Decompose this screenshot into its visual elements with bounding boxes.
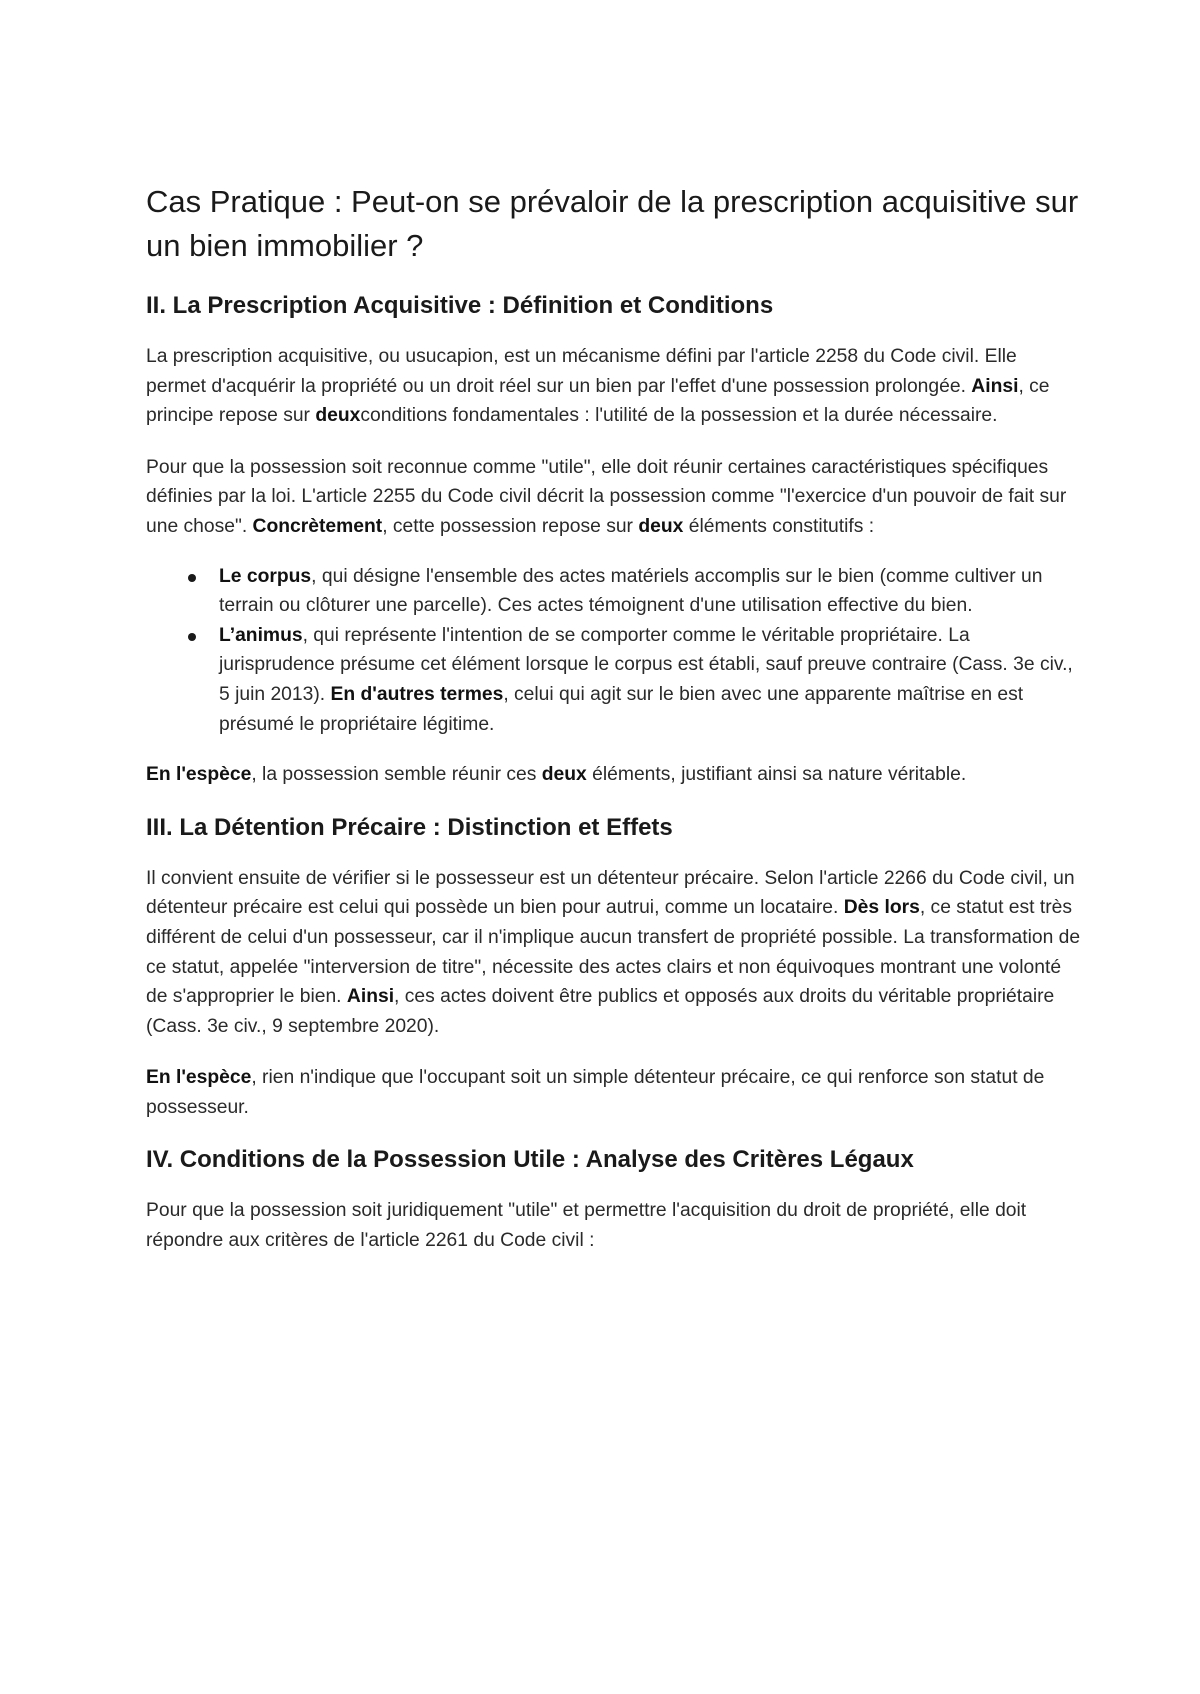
section-2-paragraph-3 — [146, 760, 1081, 790]
text-span: , qui représente l'intention de se comporter comme le véritable propriétaire. La jurisprudence présume cet élément lorsque le corpus est établi, sauf preuve contraire (Cass. 3e civ., 5 juin 2013). — [219, 624, 1073, 705]
section-4-heading: IV. Conditions de la Possession Utile : Analyse des Critères Légaux — [146, 1146, 914, 1174]
bold-text: Ainsi — [346, 986, 395, 1008]
document-page — [146, 180, 1081, 1278]
text-span: , rien n'indique que l'occupant soit un simple détenteur précaire, ce qui renforce son statut de possesseur. — [146, 1067, 1045, 1118]
section-4-paragraph-1: Pour que la possession soit juridiquement "utile" et permettre l'acquisition du droit de propriété, elle doit répondre aux critères de l'article 2261 du Code civil : — [146, 1200, 1027, 1252]
text-span: éléments constitutifs : — [683, 515, 875, 537]
bold-text: En d'autres termes — [330, 683, 504, 705]
bold-text: En l'espèce — [146, 764, 252, 786]
bold-text: En l'espèce — [146, 1067, 252, 1089]
list-item-corpus — [146, 562, 1081, 621]
text-span: , ce principe repose sur — [146, 375, 1050, 427]
text-span: , ce statut est très différent de celui d'un possesseur, car il n'implique aucun transfert de propriété possible. La transformation de ce statut, appelée "interversion de titre", nécessite des actes clairs et non équivoques montrant une volonté de s'approprier le bien. — [146, 897, 1081, 1008]
section-3-heading: III. La Détention Précaire : Distinction et Effets — [146, 813, 673, 841]
section-2-paragraph-2 — [146, 453, 1081, 542]
bold-text: Dès lors — [843, 897, 920, 919]
list-item-animus — [146, 621, 1081, 739]
document-title: Cas Pratique : Peut-on se prévaloir de la prescription acquisitive sur un bien immobilier ? — [146, 184, 1079, 263]
section-3-paragraph-1 — [146, 864, 1081, 1042]
section-3-paragraph-2 — [146, 1063, 1081, 1122]
text-span: conditions fondamentales : l'utilité de la possession et la durée nécessaire. — [360, 405, 998, 427]
bullet-icon — [188, 574, 196, 582]
text-span: Il convient ensuite de vérifier si le possesseur est un détenteur précaire. Selon l'article 2266 du Code civil, un détenteur précaire est celui qui possède un bien pour autrui, comme un locataire. — [146, 867, 1075, 919]
bullet-icon — [188, 633, 196, 641]
bullet-list — [146, 562, 1081, 740]
bold-text: Le corpus — [219, 565, 312, 587]
text-span: , cette possession repose sur — [382, 515, 639, 537]
bold-text: L’animus — [219, 624, 303, 646]
bold-text: deux — [541, 764, 587, 786]
bold-text: deux — [638, 515, 684, 537]
section-2-paragraph-1 — [146, 342, 1081, 431]
text-span: , qui désigne l'ensemble des actes matériels accomplis sur le bien (comme cultiver un terrain ou clôturer une parcelle). Ces actes témoignent d'une utilisation effective du bien. — [219, 565, 1043, 617]
section-2-heading: II. La Prescription Acquisitive : Définition et Conditions — [146, 292, 774, 319]
text-span: , ces actes doivent être publics et opposés aux droits du véritable propriétaire (Cass. 3e civ., 9 septembre 2020). — [146, 986, 1055, 1037]
text-span: , celui qui agit sur le bien avec une apparente maîtrise en est présumé le propriétaire légitime. — [219, 683, 1024, 735]
bold-text: Ainsi — [971, 375, 1019, 397]
bold-text: Concrètement — [252, 515, 383, 537]
text-span: La prescription acquisitive, ou usucapion, est un mécanisme défini par l'article 2258 du Code civil. Elle permet d'acquérir la propriété ou un droit réel sur un bien par l'effet d'une possession prolongée. — [146, 346, 1017, 397]
text-span: Pour que la possession soit reconnue comme "utile", elle doit réunir certaines caractéristiques spécifiques définies par la loi. L'article 2255 du Code civil décrit la possession comme "l'exercice d'un pouvoir de fait sur une chose". — [146, 456, 1067, 537]
text-span: , la possession semble réunir ces — [251, 764, 542, 786]
bold-text: deux — [315, 405, 361, 427]
text-span: éléments, justifiant ainsi sa nature véritable. — [586, 764, 967, 786]
